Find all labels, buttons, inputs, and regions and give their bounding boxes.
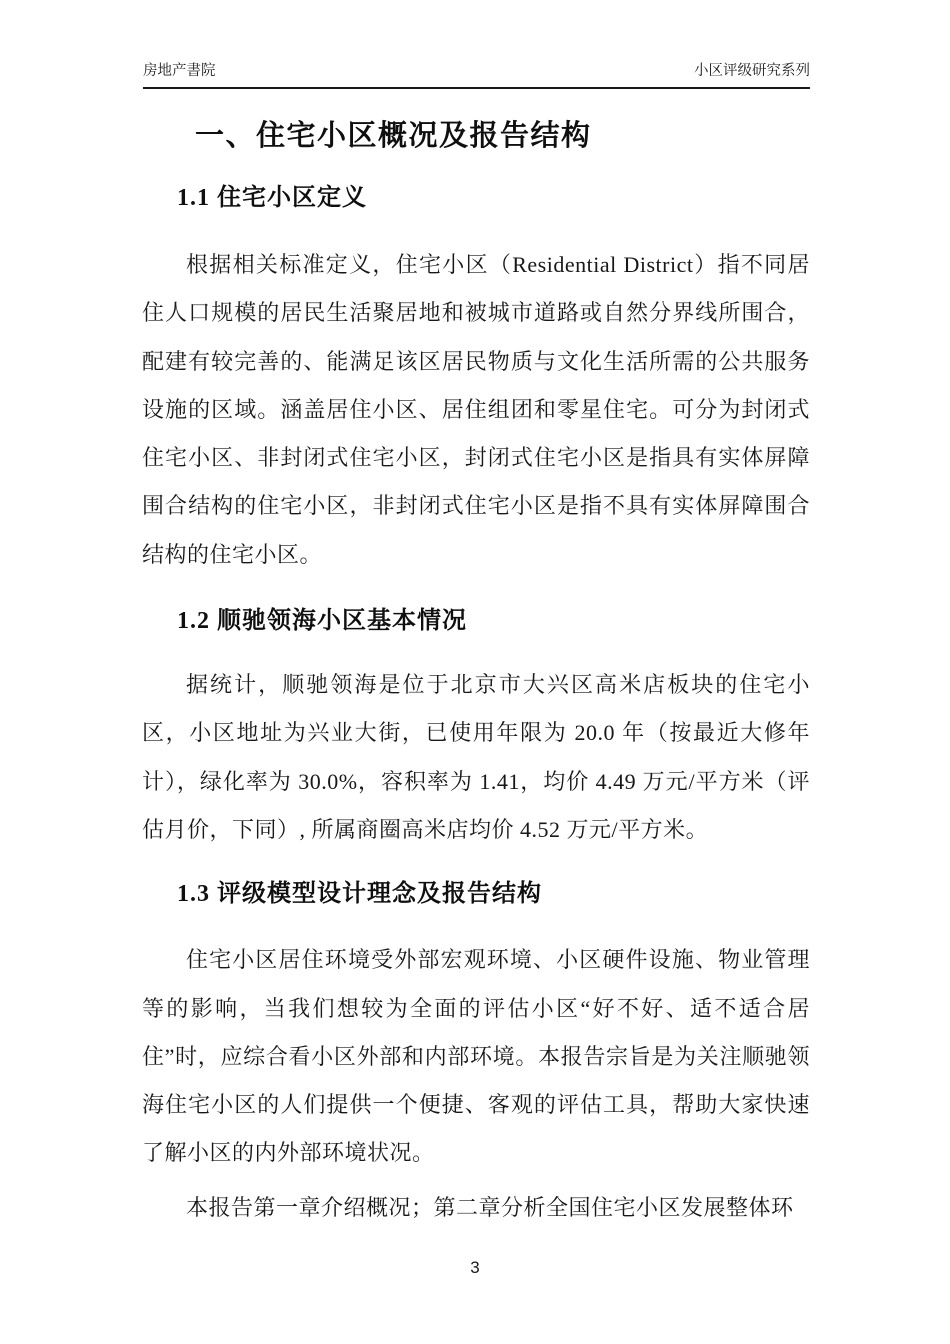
section-1-2-paragraph: 据统计，顺驰领海是位于北京市大兴区高米店板块的住宅小区，小区地址为兴业大街，已使用年限为 20.0 年（按最近大修年计），绿化率为 30.0%，容积率为 1.41，均价 4.49 万元/平方米（评估月价，下同）, 所属商圈高米店均价 4.52 万元/平方米。 [142,672,810,842]
section-heading-1-3: 1.3 评级模型设计理念及报告结构 [177,881,542,908]
header-series-text: 小区评级研究系列 [694,63,810,79]
document-content [142,91,810,1232]
section-1-3-paragraph-2: 本报告第一章介绍概况；第二章分析全国住宅小区发展整体环 [186,1194,794,1220]
section-heading-1-2: 1.2 顺驰领海小区基本情况 [177,608,467,635]
page-number: 3 [470,1258,480,1277]
chapter-title: 一、住宅小区概况及报告结构 [195,120,592,152]
section-1-3-paragraph-1: 住宅小区居住环境受外部宏观环境、小区硬件设施、物业管理等的影响，当我们想较为全面的评估小区“好不好、适不适合居住”时，应综合看小区外部和内部环境。本报告宗旨是为关注顺驰领海住宅小区的人们提供一个便捷、客观的评估工具，帮助大家快速了解小区的内外部环境状况。 [142,947,810,1166]
section-heading-1-1: 1.1 住宅小区定义 [177,185,367,211]
page-header [143,63,810,89]
header-brand-text: 房地产書院 [143,63,216,79]
section-1-1-paragraph: 根据相关标准定义，住宅小区（Residential District）指不同居住人口规模的居民生活聚居地和被城市道路或自然分界线所围合，配建有较完善的、能满足该区居民物质与文化生活所需的公共服务设施的区域。涵盖居住小区、居住组团和零星住宅。可分为封闭式住宅小区、非封闭式住宅小区，封闭式住宅小区是指具有实体屏障围合结构的住宅小区，非封闭式住宅小区是指不具有实体屏障围合结构的住宅小区。 [142,252,810,567]
page-footer [0,1258,950,1278]
